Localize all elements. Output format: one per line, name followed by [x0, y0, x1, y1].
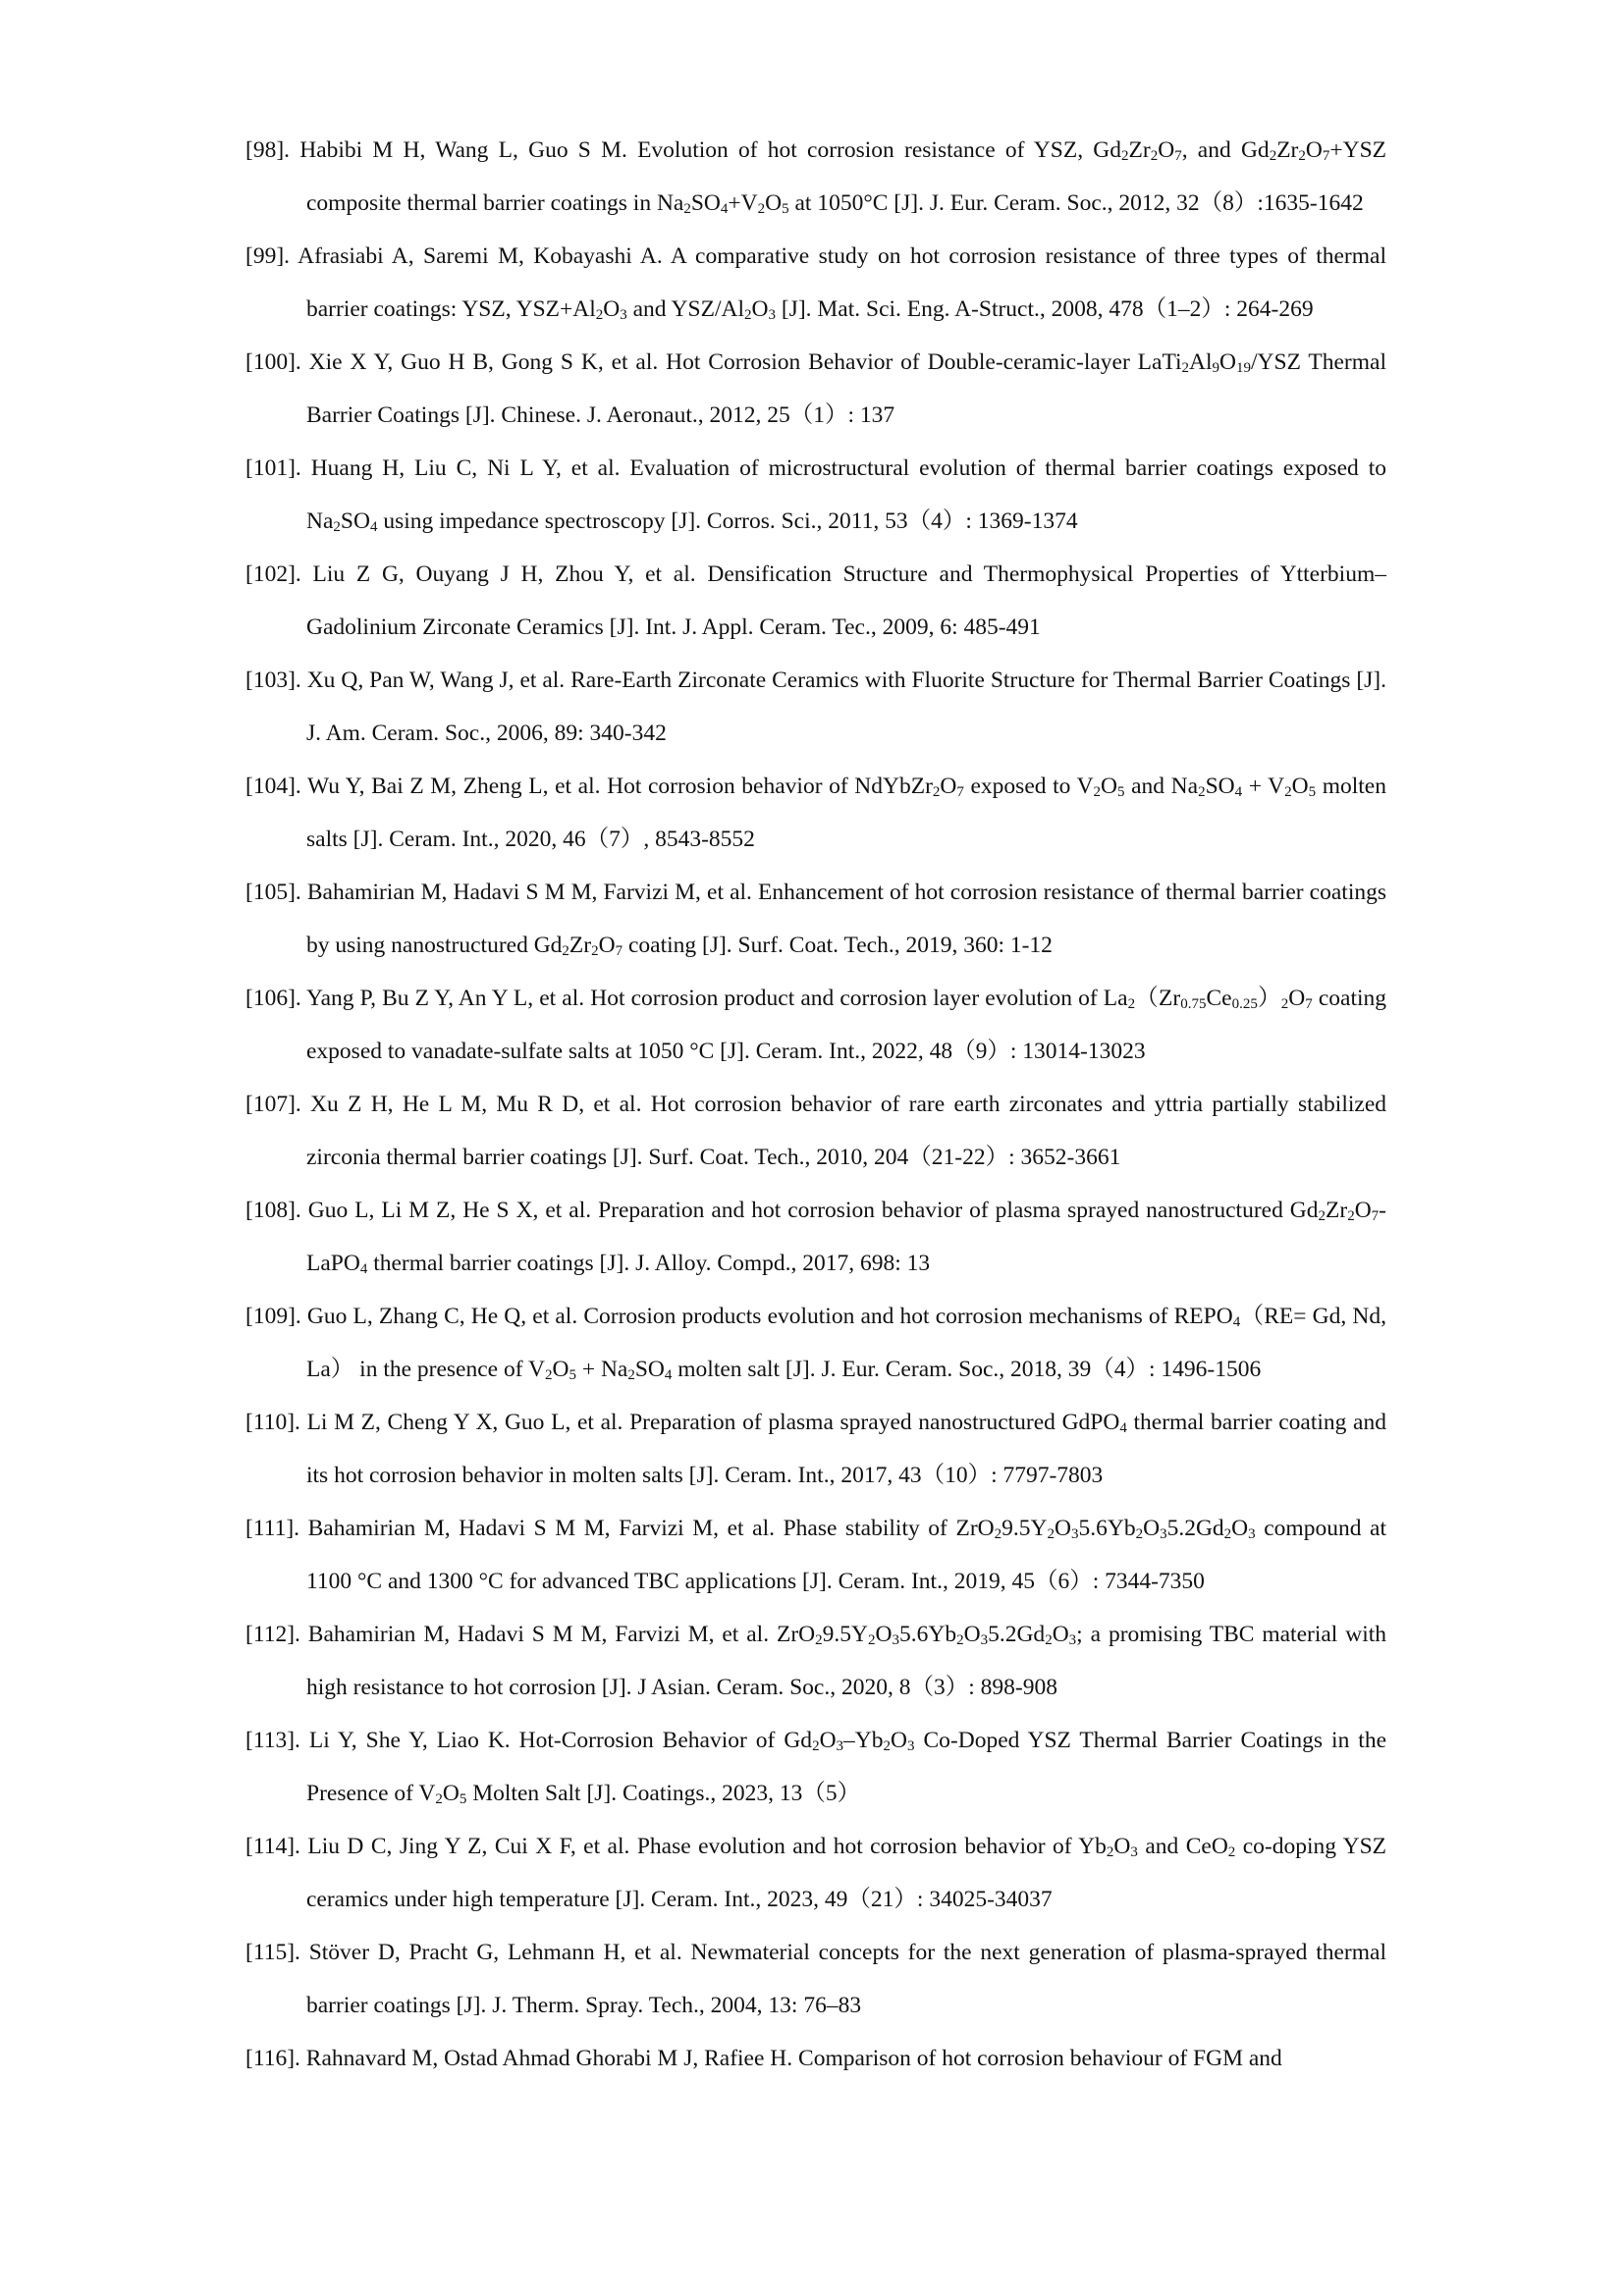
- reference-entry: [116]. Rahnavard M, Ostad Ahmad Ghorabi M J, Rafiee H. Comparison of hot corrosion behaviour of FGM and: [245, 2046, 1282, 2071]
- reference-entry: [102]. Liu Z G, Ouyang J H, Zhou Y, et al. Densification Structure and Thermophysical Properties of Ytterbium–Gadolinium Zirconate Ceramics [J]. Int. J. Appl. Ceram. Tec., 2009, 6: 485-491: [245, 561, 1386, 640]
- reference-entry: [110]. Li M Z, Cheng Y X, Guo L, et al. Preparation of plasma sprayed nanostructured GdPO$_4$ thermal barrier coating and its hot corrosion behavior in molten salts [J]. Ceram. Int., 2017, 43（10）: 7797-7803: [245, 1410, 1386, 1488]
- reference-entry: [106]. Yang P, Bu Z Y, An Y L, et al. Hot corrosion product and corrosion layer evolution of $La_2(Zr_{0.75}Ce_{0.25})_2O_7$ coating exposed to vanadate-sulfate salts at 1050 °C [J]. Ceram. Int., 2022, 48（9）: 13014-13023: [245, 986, 1387, 1064]
- reference-entry: [103]. Xu Q, Pan W, Wang J, et al. Rare-Earth Zirconate Ceramics with Fluorite Structure for Thermal Barrier Coatings [J]. J. Am. Ceram. Soc., 2006, 89: 340-342: [245, 667, 1386, 746]
- reference-entry: [99]. Afrasiabi A, Saremi M, Kobayashi A. A comparative study on hot corrosion resistance of three types of thermal barrier coatings: YSZ, $YSZ+Al_2O_3$ and YSZ/$Al_2O_3$ [J]. Mat. Sci. Eng. A-Struct., 2008, 478（1–2）: 264-269: [245, 243, 1386, 323]
- reference-entry: [101]. Huang H, Liu C, Ni L Y, et al. Evaluation of microstructural evolution of thermal barrier coatings exposed to $Na_2SO_4$ using impedance spectroscopy [J]. Corros. Sci., 2011, 53（4）: 1369-1374: [245, 455, 1386, 535]
- reference-entry: [107]. Xu Z H, He L M, Mu R D, et al. Hot corrosion behavior of rare earth zirconates and yttria partially stabilized zirconia thermal barrier coatings [J]. Surf. Coat. Tech., 2010, 204（21-22）: 3652-3661: [245, 1092, 1386, 1170]
- reference-entry: [104]. Wu Y, Bai Z M, Zheng L, et al. Hot corrosion behavior of $NdYbZr_2O_7$ exposed to $V_2O_5$ and $Na_2SO_4 + V_2O_5$ molten salts [J]. Ceram. Int., 2020, 46（7）, 8543-8552: [245, 774, 1386, 852]
- reference-entry: [111]. Bahamirian M, Hadavi S M M, Farvizi M, et al. Phase stability of $ZrO_29.5Y_2O_35.6Yb_2O_35.2Gd_2O_3$ compound at 1100 °C and 1300 °C for advanced TBC applications [J]. Ceram. Int., 2019, 45（6）: 7344-7350: [245, 1516, 1386, 1594]
- reference-entry: [108]. Guo L, Li M Z, He S X, et al. Preparation and hot corrosion behavior of plasma sprayed nanostructured $Gd_2Zr_2O_7-LaPO_4$ thermal barrier coatings [J]. J. Alloy. Compd., 2017, 698: 13: [245, 1198, 1386, 1277]
- reference-entry: [112]. Bahamirian M, Hadavi S M M, Farvizi M, et al. $ZrO_29.5Y_2O_35.6Yb_2O_35.2Gd_2O_3$; a promising TBC material with high resistance to hot corrosion [J]. J Asian. Ceram. Soc., 2020, 8（3）: 898-908: [245, 1622, 1387, 1700]
- reference-entry: [109]. Guo L, Zhang C, He Q, et al. Corrosion products evolution and hot corrosion mechanisms of $REPO_4(RE= Gd$, Nd, La） in the presence of $V_2O_5 + Na_2SO_4$ molten salt [J]. J. Eur. Ceram. Soc., 2018, 39（4）: 1496-1506: [245, 1304, 1386, 1383]
- reference-entry: [105]. Bahamirian M, Hadavi S M M, Farvizi M, et al. Enhancement of hot corrosion resistance of thermal barrier coatings by using nanostructured $Gd_2Zr_2O_7$ coating [J]. Surf. Coat. Tech., 2019, 360: 1-12: [245, 880, 1386, 959]
- reference-entry: [100]. Xie X Y, Guo H B, Gong S K, et al. Hot Corrosion Behavior of Double-ceramic-layer $LaTi_2Al_9O_{19}$/YSZ Thermal Barrier Coatings [J]. Chinese. J. Aeronaut., 2012, 25（1）: 137: [245, 349, 1386, 428]
- reference-entry: [113]. Li Y, She Y, Liao K. Hot-Corrosion Behavior of $Gd_2O_3-Yb_2O_3$ Co-Doped YSZ Thermal Barrier Coatings in the Presence of $V_2O_5$ Molten Salt [J]. Coatings., 2023, 13（5）: [245, 1728, 1386, 1807]
- reference-list: [245, 124, 1386, 2085]
- reference-entry: [115]. Stöver D, Pracht G, Lehmann H, et al. Newmaterial concepts for the next generation of plasma-sprayed thermal barrier coatings [J]. J. Therm. Spray. Tech., 2004, 13: 76–83: [245, 1940, 1386, 2018]
- reference-entry: [98]. Habibi M H, Wang L, Guo S M. Evolution of hot corrosion resistance of YSZ, $Gd_2Zr_2O_7$, and $Gd_2Zr_2O_7+YSZ$ composite thermal barrier coatings in $Na_2SO_4+V_2O_5$ at 1050°C [J]. J. Eur. Ceram. Soc., 2012, 32（8）:1635-1642: [245, 137, 1387, 217]
- reference-entry: [114]. Liu D C, Jing Y Z, Cui X F, et al. Phase evolution and hot corrosion behavior of $Yb_2O_3$ and CeO$_2$ co-doping YSZ ceramics under high temperature [J]. Ceram. Int., 2023, 49（21）: 34025-34037: [245, 1834, 1386, 1912]
